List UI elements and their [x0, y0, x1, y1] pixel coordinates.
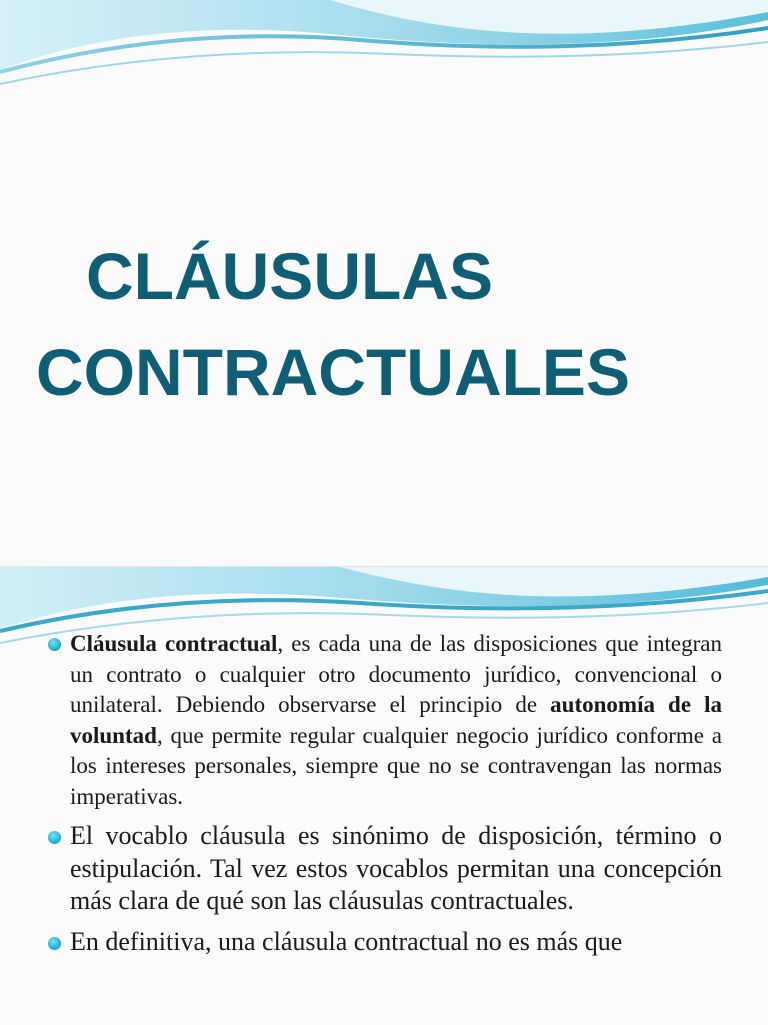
title-line-2: CONTRACTUALES: [36, 335, 630, 409]
bullet-list: [46, 629, 722, 966]
bullet-icon: [48, 937, 61, 950]
list-item: [46, 926, 722, 959]
title-line-1: CLÁUSULAS: [86, 239, 493, 313]
content-slide: [0, 566, 768, 1025]
list-item: [46, 629, 722, 812]
bullet-icon: [48, 831, 61, 844]
text-segment: , que permite regular cualquier negocio jurídico conforme a los intereses personales, siempre que no se contravengan las normas imperativas.: [70, 722, 722, 809]
slide-title: [36, 228, 736, 420]
bullet-icon: [48, 638, 61, 651]
decorative-wave-header: [0, 0, 768, 110]
text-segment: El vocablo cláusula es sinónimo de disposición, término o estipulación. Tal vez estos vocablos permitan una concepción más clara de qué son las cláusulas contractuales.: [70, 821, 722, 915]
bold-term: autonomía de la voluntad: [70, 692, 723, 748]
bold-term: Cláusula contractual: [70, 631, 278, 656]
list-item: [46, 820, 722, 918]
text-segment: En definitiva, una cláusula contractual no es más que: [70, 926, 623, 956]
text-segment: , es cada una de las disposiciones que integran un contrato o cualquier otro documento jurídico, convencional o unilateral. Debiendo observarse el principio de: [70, 631, 722, 717]
